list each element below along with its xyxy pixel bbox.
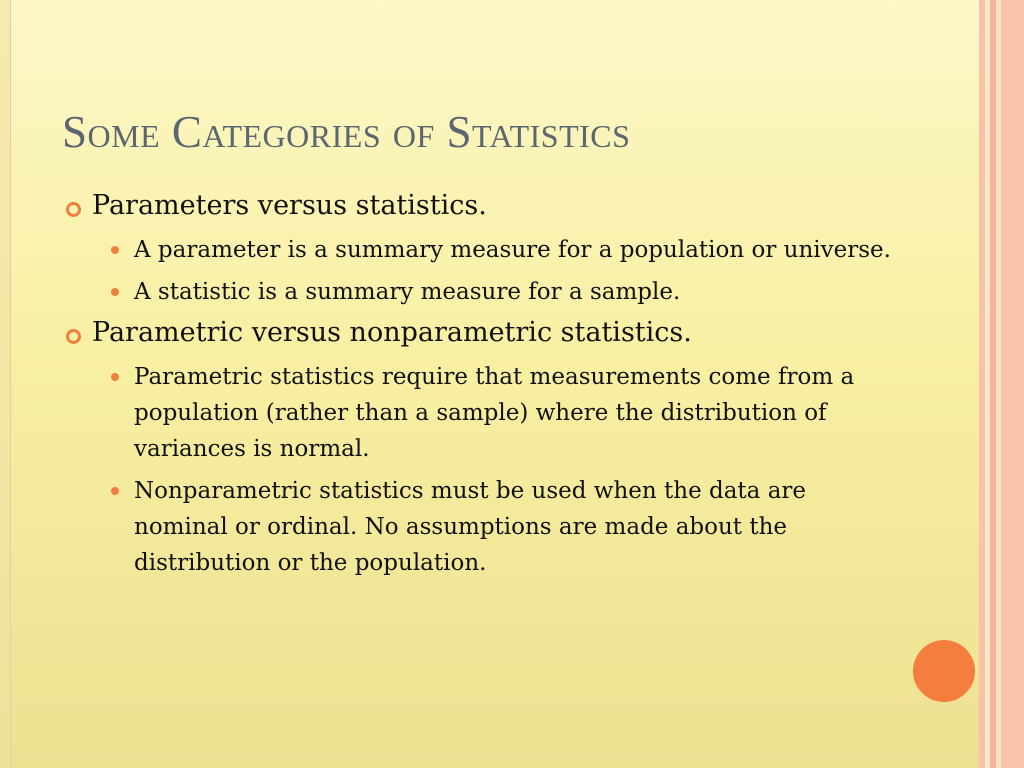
slide-body	[62, 188, 892, 581]
bullet-text: Parameters versus statistics.	[92, 190, 487, 221]
bullet-item	[62, 315, 892, 581]
sub-bullet-item	[92, 359, 892, 467]
sub-bullet-list	[92, 359, 892, 581]
dot-bullet-icon	[111, 288, 119, 296]
left-edge-band	[0, 0, 11, 768]
dot-bullet-icon	[111, 246, 119, 254]
slide-title: Some Categories of Statistics	[62, 107, 631, 157]
ring-bullet-icon	[66, 329, 81, 344]
sub-bullet-list	[92, 232, 892, 310]
dot-bullet-icon	[111, 373, 119, 381]
sub-bullet-item	[92, 473, 892, 581]
bullet-item	[62, 188, 892, 310]
sub-bullet-text: Nonparametric statistics must be used when the data are nominal or ordinal. No assumptions are made about the distribution or the population.	[134, 478, 807, 576]
bullet-text: Parametric versus nonparametric statistics.	[92, 317, 692, 348]
sub-bullet-item	[92, 232, 892, 268]
orange-circle-icon	[913, 640, 975, 702]
sub-bullet-text: A statistic is a summary measure for a sample.	[134, 279, 681, 305]
ring-bullet-icon	[66, 202, 81, 217]
right-decorative-band	[1001, 0, 1024, 768]
sub-bullet-text: Parametric statistics require that measurements come from a population (rather than a sample) where the distribution of variances is normal.	[134, 364, 855, 462]
dot-bullet-icon	[111, 487, 119, 495]
sub-bullet-text: A parameter is a summary measure for a population or universe.	[134, 237, 891, 263]
sub-bullet-item	[92, 274, 892, 310]
bullet-list	[62, 188, 892, 581]
